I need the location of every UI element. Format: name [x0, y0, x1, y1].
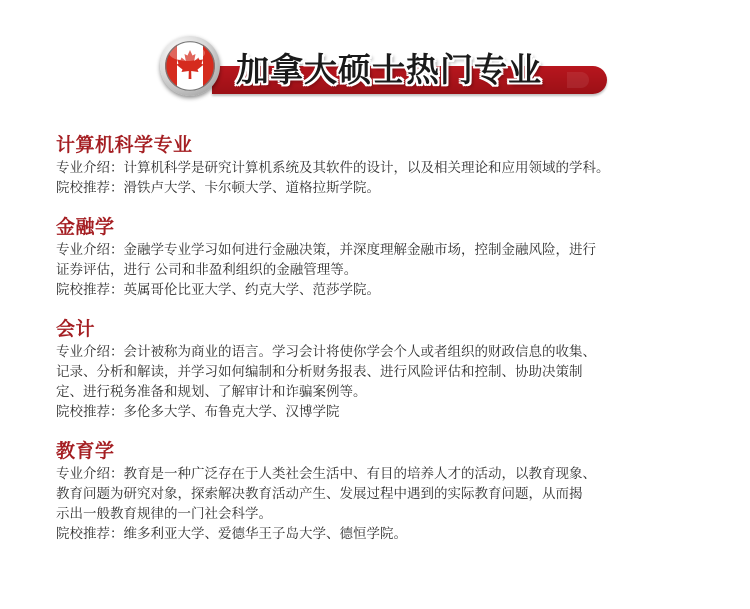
majors-list	[56, 132, 726, 553]
section-title: 金融学	[56, 216, 115, 238]
intro-line: 教育问题为研究对象，探索解决教育活动产生、发展过程中遇到的实际教育问题，从而揭	[56, 486, 583, 502]
section-intro	[56, 158, 726, 178]
intro-line: 定、进行税务准备和规划、了解审计和诈骗案例等。	[56, 384, 367, 400]
intro-line: 示出一般教育规律的一门社会科学。	[56, 506, 272, 522]
section-finance	[56, 214, 726, 300]
school-recommendation: 院校推荐：英属哥伦比亚大学、约克大学、范莎学院。	[56, 282, 380, 298]
intro-line: 记录、分析和解读，并学习如何编制和分析财务报表、进行风险评估和控制、协助决策制	[56, 364, 583, 380]
intro-line: 证券评估，进行 公司和非盈利组织的金融管理等。	[56, 262, 358, 278]
intro-line: 专业介绍：会计被称为商业的语言。学习会计将使你学会个人或者组织的财政信息的收集、	[56, 344, 596, 360]
intro-line: 专业介绍：金融学专业学习如何进行金融决策，并深度理解金融市场，控制金融风险，进行	[56, 242, 596, 258]
header-banner	[160, 36, 610, 102]
school-recommendation: 院校推荐：滑铁卢大学、卡尔顿大学、道格拉斯学院。	[56, 180, 380, 196]
section-accounting	[56, 316, 726, 422]
section-intro	[56, 240, 726, 280]
section-computer-science	[56, 132, 726, 198]
section-title: 教育学	[56, 440, 115, 462]
section-title: 计算机科学专业	[56, 134, 193, 156]
section-education	[56, 438, 726, 544]
school-recommendation: 院校推荐：维多利亚大学、爱德华王子岛大学、德恒学院。	[56, 526, 407, 542]
section-intro	[56, 342, 726, 402]
canada-flag-icon	[160, 36, 220, 96]
section-title: 会计	[56, 318, 96, 340]
intro-line: 专业介绍：计算机科学是研究计算机系统及其软件的设计，以及相关理论和应用领域的学科。	[56, 160, 610, 176]
page-title: 加拿大硕士热门专业	[236, 50, 542, 89]
section-intro	[56, 464, 726, 524]
canada-flag-graphic	[165, 41, 215, 91]
intro-line: 专业介绍：教育是一种广泛存在于人类社会生活中、有目的培养人才的活动，以教育现象、	[56, 466, 596, 482]
school-recommendation: 院校推荐：多伦多大学、布鲁克大学、汉博学院	[56, 404, 340, 420]
